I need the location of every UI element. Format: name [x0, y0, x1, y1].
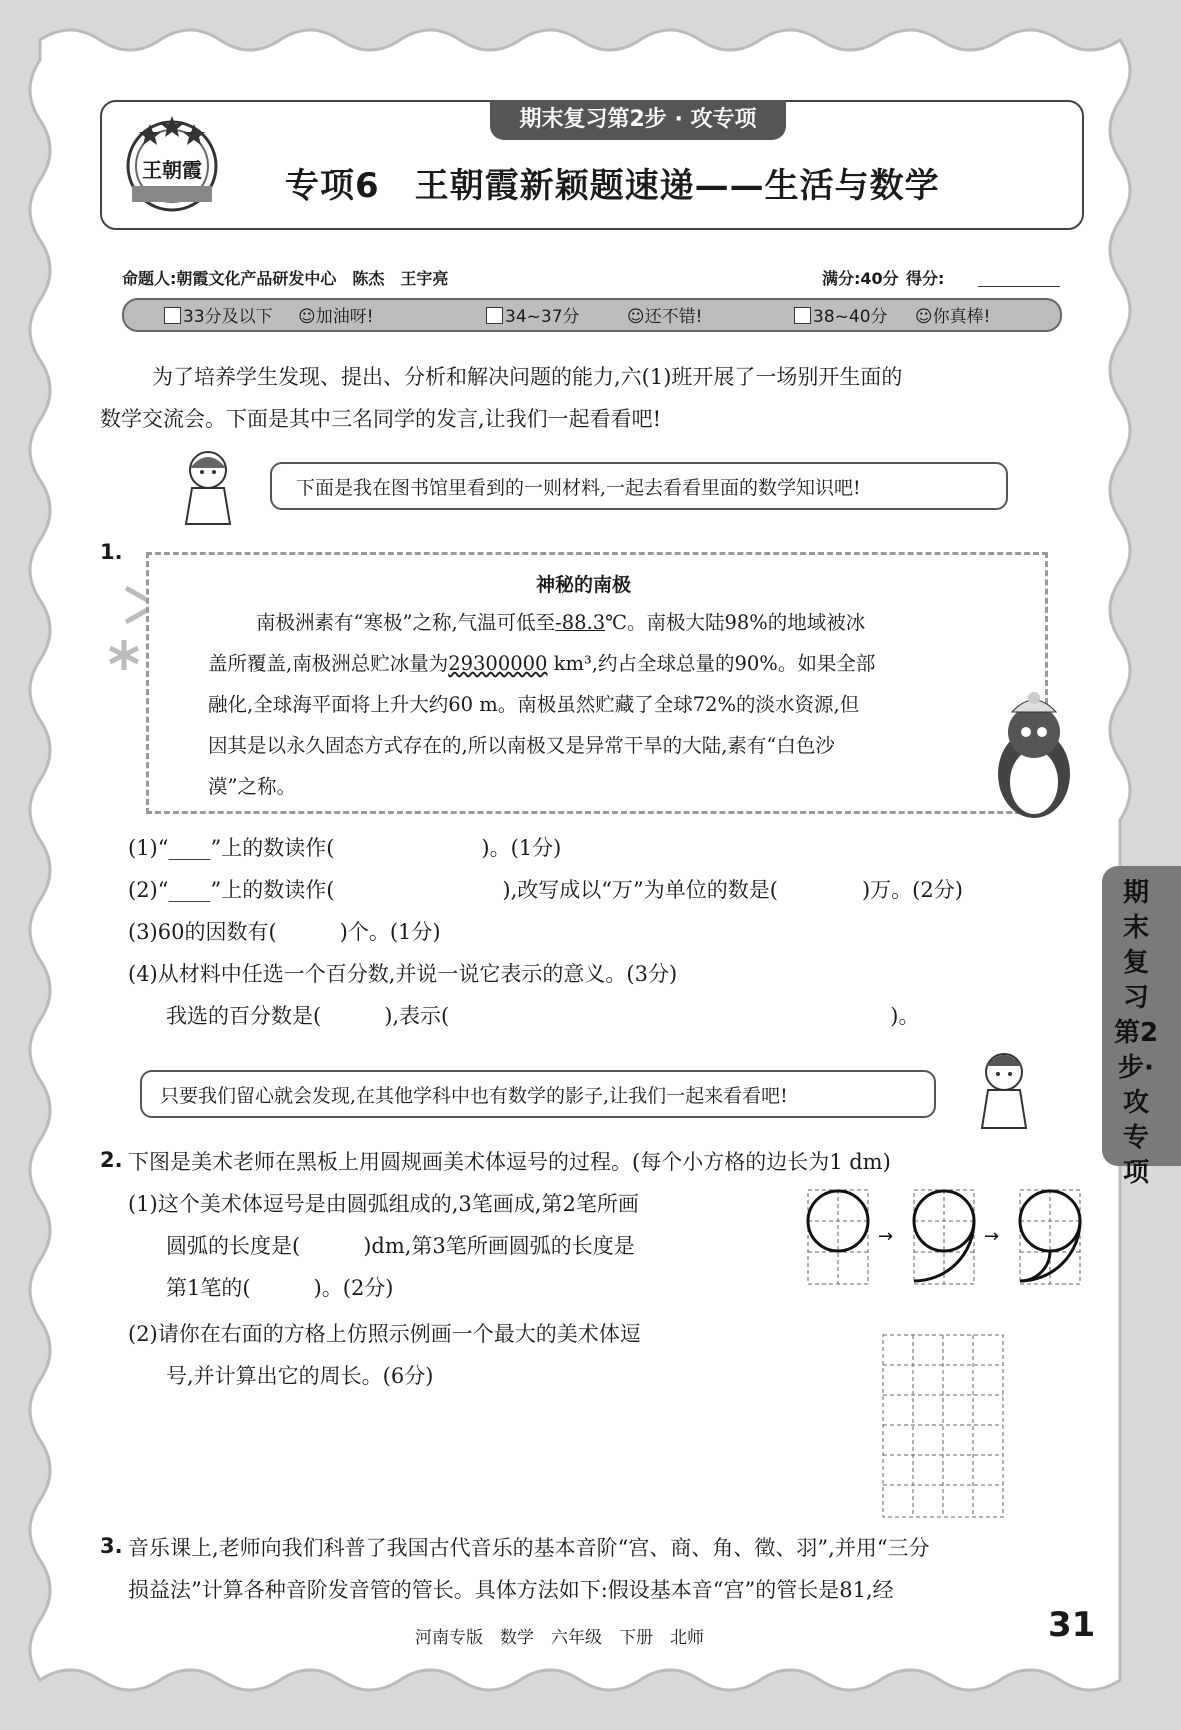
material-text: km³,约占全球总量的90%。如果全部	[547, 652, 876, 675]
rating-checkbox[interactable]	[164, 307, 181, 324]
material-line	[208, 643, 875, 684]
rating-item	[164, 302, 374, 327]
rating-comment: 加油呀!	[315, 307, 374, 327]
logo-text: 王朝霞	[142, 158, 202, 182]
girl-illustration	[170, 446, 250, 526]
wavy-underlined-number: 29300000	[448, 652, 548, 675]
rating-range: 33分及以下	[183, 307, 273, 327]
step-tab: 期末复习第2步 · 攻专项	[490, 100, 786, 140]
wangzhaoxia-logo	[120, 110, 224, 216]
material-line	[256, 602, 865, 643]
question-stem: 下图是美术老师在黑板上用圆规画美术体逗号的过程。(每个小方格的边长为1 dm)	[128, 1150, 891, 1174]
rating-checkbox[interactable]	[794, 307, 811, 324]
rating-comment: 你真棒!	[932, 307, 991, 327]
rating-checkbox[interactable]	[486, 307, 503, 324]
subquestion: (1)这个美术体逗号是由圆弧组成的,3笔画成,第2笔所画	[128, 1192, 639, 1216]
subquestion: (3)60的因数有( )个。(1分)	[128, 920, 441, 944]
subquestion: 第1笔的( )。(2分)	[166, 1276, 394, 1300]
subquestion: (2)“____”上的数读作( ),改写成以“万”为单位的数是( )万。(2分)	[128, 878, 963, 902]
rating-range: 34~37分	[505, 307, 580, 327]
smiley-icon: ☺	[298, 307, 316, 327]
footer: 河南专版 数学 六年级 下册 北师	[415, 1628, 704, 1648]
subquestion: (1)“____”上的数读作( )。(1分)	[128, 836, 562, 860]
subquestion-answer-line: 我选的百分数是( ),表示( )。	[166, 1004, 920, 1028]
rating-range: 38~40分	[813, 307, 888, 327]
speech-bubble	[140, 1070, 936, 1118]
intro-line: 为了培养学生发现、提出、分析和解决问题的能力,六(1)班开展了一场别开生面的	[152, 365, 903, 389]
answer-grid[interactable]	[882, 1334, 1006, 1520]
rating-comment: 还不错!	[644, 307, 703, 327]
material-title: 神秘的南极	[536, 574, 632, 596]
subquestion: 圆弧的长度是( )dm,第3笔所画圆弧的长度是	[166, 1234, 635, 1258]
intro-line: 数学交流会。下面是其中三名同学的发言,让我们一起看看吧!	[100, 407, 662, 431]
rating-item	[486, 302, 702, 327]
question-stem: 损益法”计算各种音阶发音管的管长。具体方法如下:假设基本音“宫”的管长是81,经	[128, 1578, 894, 1602]
material-line: 融化,全球海平面将上升大约60 m。南极虽然贮藏了全球72%的淡水资源,但	[208, 693, 860, 716]
question-stem: 音乐课上,老师向我们科普了我国古代音乐的基本音阶“宫、商、角、徵、羽”,并用“三分	[128, 1536, 930, 1560]
material-line: 因其是以永久固态方式存在的,所以南极又是异常干旱的大陆,素有“白色沙	[208, 734, 835, 757]
score-label: 得分:	[906, 269, 945, 288]
speech-text: 只要我们留心就会发现,在其他学科中也有数学的影子,让我们一起来看看吧!	[160, 1085, 788, 1107]
full-score: 满分:40分	[822, 269, 899, 288]
page-number: 31	[1048, 1605, 1096, 1645]
penguin-illustration	[986, 692, 1082, 822]
question-number: 3.	[100, 1534, 123, 1558]
subquestion: (4)从材料中任选一个百分数,并说一说它表示的意义。(3分)	[128, 962, 678, 986]
material-text: 南极洲素有“寒极”之称,气温可低至	[256, 611, 556, 634]
side-tab-label: 期末复习第2步·攻专项	[1113, 878, 1159, 1188]
rating-item	[794, 302, 990, 327]
subquestion: 号,并计算出它的周长。(6分)	[166, 1364, 434, 1388]
subquestion: (2)请你在右面的方格上仿照示例画一个最大的美术体逗	[128, 1322, 641, 1346]
question-number: 2.	[100, 1148, 123, 1172]
material-line: 漠”之称。	[208, 775, 296, 798]
question-number: 1.	[100, 540, 123, 564]
smiley-icon: ☺	[914, 307, 933, 327]
speech-bubble	[270, 462, 1008, 510]
material-text: 盖所覆盖,南极洲总贮冰量为	[208, 652, 449, 675]
underlined-number: -88.3	[555, 611, 606, 634]
boy-illustration	[962, 1046, 1046, 1130]
score-blank[interactable]	[978, 286, 1060, 287]
page-title: 专项6 王朝霞新颖题速递——生活与数学	[285, 166, 940, 206]
comma-steps-figure	[806, 1188, 1082, 1288]
svg-text:→: →	[984, 1226, 1000, 1247]
authors: 命题人:朝霞文化产品研发中心 陈杰 王宇亮	[122, 269, 449, 288]
speech-text: 下面是我在图书馆里看到的一则材料,一起去看看里面的数学知识吧!	[296, 477, 861, 499]
svg-text:→: →	[878, 1226, 894, 1247]
material-text: ℃。南极大陆98%的地域被冰	[605, 611, 866, 634]
smiley-icon: ☺	[626, 307, 645, 327]
